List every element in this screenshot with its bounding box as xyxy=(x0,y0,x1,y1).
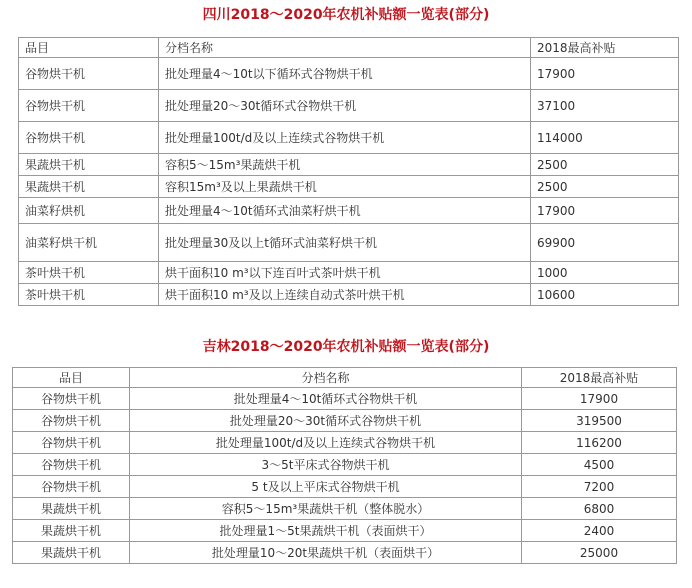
spec-cell: 容积5～15m³果蔬烘干机 xyxy=(159,154,531,176)
table-row xyxy=(13,520,677,542)
subsidy-cell: 2500 xyxy=(531,154,679,176)
table-row xyxy=(19,154,679,176)
table-row xyxy=(13,388,677,410)
category-cell: 谷物烘干机 xyxy=(19,90,159,122)
table-row xyxy=(13,454,677,476)
subsidy-cell: 2400 xyxy=(522,520,677,542)
spec-cell: 批处理量10～20t果蔬烘干机（表面烘干） xyxy=(130,542,522,564)
spec-cell: 批处理量4～10t循环式油菜籽烘干机 xyxy=(159,198,531,224)
category-cell: 果蔬烘干机 xyxy=(19,154,159,176)
spec-cell: 容积5～15m³果蔬烘干机（整体脱水） xyxy=(130,498,522,520)
header-category: 品目 xyxy=(13,368,130,388)
subsidy-cell: 6800 xyxy=(522,498,677,520)
header-row xyxy=(13,368,677,388)
table-row xyxy=(19,58,679,90)
subsidy-cell: 114000 xyxy=(531,122,679,154)
subsidy-cell: 7200 xyxy=(522,476,677,498)
table-row xyxy=(19,224,679,262)
subsidy-cell: 37100 xyxy=(531,90,679,122)
sichuan-subsidy-table xyxy=(18,37,679,306)
category-cell: 油菜籽烘干机 xyxy=(19,224,159,262)
category-cell: 谷物烘干机 xyxy=(13,454,130,476)
spec-cell: 3～5t平床式谷物烘干机 xyxy=(130,454,522,476)
table-row xyxy=(19,198,679,224)
table-row xyxy=(13,410,677,432)
category-cell: 谷物烘干机 xyxy=(13,410,130,432)
category-cell: 果蔬烘干机 xyxy=(19,176,159,198)
table-row xyxy=(13,542,677,564)
header-spec: 分档名称 xyxy=(130,368,522,388)
spec-cell: 批处理量30及以上t循环式油菜籽烘干机 xyxy=(159,224,531,262)
subsidy-cell: 10600 xyxy=(531,284,679,306)
subsidy-cell: 2500 xyxy=(531,176,679,198)
spec-cell: 批处理量20～30t循环式谷物烘干机 xyxy=(159,90,531,122)
table-row xyxy=(19,122,679,154)
category-cell: 谷物烘干机 xyxy=(13,388,130,410)
table-row xyxy=(13,432,677,454)
subsidy-cell: 69900 xyxy=(531,224,679,262)
spec-cell: 批处理量1～5t果蔬烘干机（表面烘干） xyxy=(130,520,522,542)
spec-cell: 批处理量4～10t循环式谷物烘干机 xyxy=(130,388,522,410)
header-subsidy: 2018最高补贴 xyxy=(522,368,677,388)
header-spec: 分档名称 xyxy=(159,38,531,58)
spec-cell: 烘干面积10 m³及以上连续自动式茶叶烘干机 xyxy=(159,284,531,306)
spec-cell: 批处理量4～10t以下循环式谷物烘干机 xyxy=(159,58,531,90)
table-row xyxy=(19,176,679,198)
category-cell: 果蔬烘干机 xyxy=(13,542,130,564)
spec-cell: 5 t及以上平床式谷物烘干机 xyxy=(130,476,522,498)
table-row xyxy=(13,476,677,498)
table-row xyxy=(19,90,679,122)
header-subsidy: 2018最高补贴 xyxy=(531,38,679,58)
subsidy-cell: 319500 xyxy=(522,410,677,432)
category-cell: 茶叶烘干机 xyxy=(19,284,159,306)
category-cell: 谷物烘干机 xyxy=(13,476,130,498)
subsidy-cell: 4500 xyxy=(522,454,677,476)
subsidy-cell: 116200 xyxy=(522,432,677,454)
table-row xyxy=(19,284,679,306)
spec-cell: 烘干面积10 m³以下连百叶式茶叶烘干机 xyxy=(159,262,531,284)
spec-cell: 批处理量100t/d及以上连续式谷物烘干机 xyxy=(130,432,522,454)
category-cell: 谷物烘干机 xyxy=(13,432,130,454)
category-cell: 油菜籽烘机 xyxy=(19,198,159,224)
subsidy-cell: 17900 xyxy=(522,388,677,410)
subsidy-cell: 1000 xyxy=(531,262,679,284)
jilin-subsidy-table xyxy=(12,367,677,564)
category-cell: 谷物烘干机 xyxy=(19,122,159,154)
table2-title: 吉林2018～2020年农机补贴额一览表(部分) xyxy=(202,339,490,355)
spec-cell: 批处理量100t/d及以上连续式谷物烘干机 xyxy=(159,122,531,154)
category-cell: 茶叶烘干机 xyxy=(19,262,159,284)
subsidy-cell: 17900 xyxy=(531,58,679,90)
spec-cell: 批处理量20～30t循环式谷物烘干机 xyxy=(130,410,522,432)
spec-cell: 容积15m³及以上果蔬烘干机 xyxy=(159,176,531,198)
table1-title: 四川2018～2020年农机补贴额一览表(部分) xyxy=(202,7,490,23)
table-row xyxy=(19,262,679,284)
header-category: 品目 xyxy=(19,38,159,58)
category-cell: 谷物烘干机 xyxy=(19,58,159,90)
header-row xyxy=(19,38,679,58)
table-row xyxy=(13,498,677,520)
category-cell: 果蔬烘干机 xyxy=(13,520,130,542)
subsidy-cell: 17900 xyxy=(531,198,679,224)
subsidy-cell: 25000 xyxy=(522,542,677,564)
category-cell: 果蔬烘干机 xyxy=(13,498,130,520)
